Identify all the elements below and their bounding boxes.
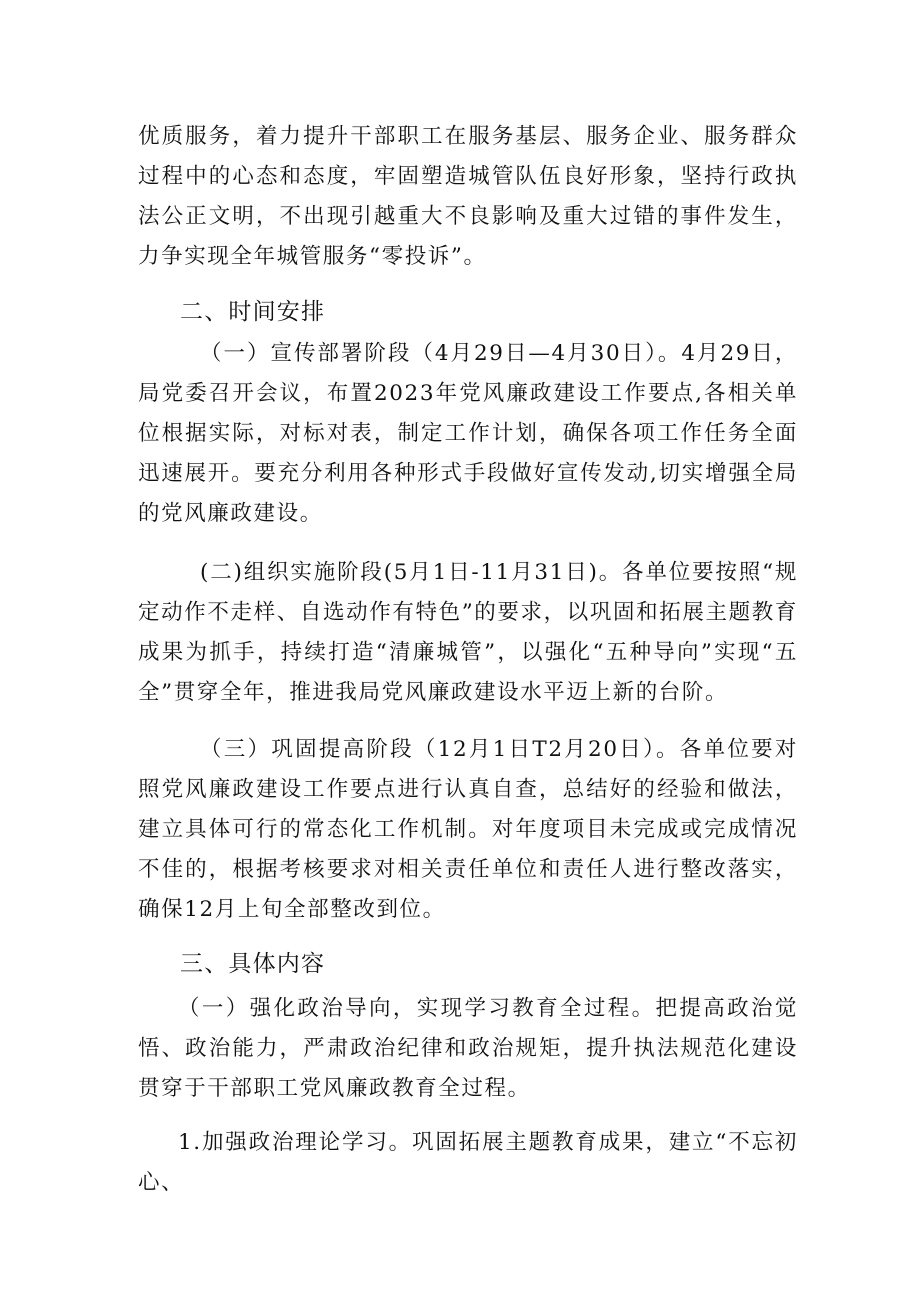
paragraph-political-study: 1.加强政治理论学习。巩固拓展主题教育成果，建立“不忘初心、	[138, 1130, 798, 1195]
section-heading-schedule: 二、时间安排	[180, 299, 326, 325]
paragraph-political-orientation: （一）强化政治导向，实现学习教育全过程。把提高政治觉悟、政治能力，严肃政治纪律和政治规矩，提升执法规范化建设贯穿于干部职工党风廉政教育全过程。	[138, 996, 798, 1101]
paragraph-implementation-stage: (二)组织实施阶段(5月1日-11月31日)。各单位要按照“规定动作不走样、自选动作有特色”的要求，以巩固和拓展主题教育成果为抓手，持续打造“清廉城管”，以强化“五种导向”实现“五全”贯穿全年，推进我局党风廉政建设水平迈上新的台阶。	[138, 560, 798, 705]
paragraph-consolidation-stage: （三）巩固提高阶段（12月1日T2月20日）。各单位要对照党风廉政建设工作要点进行认真自查，总结好的经验和做法，建立具体可行的常态化工作机制。对年度项目未完成或完成情况不佳的，根据考核要求对相关责任单位和责任人进行整改落实，确保12月上旬全部整改到位。	[138, 737, 798, 922]
paragraph-service-intro: 优质服务，着力提升干部职工在服务基层、服务企业、服务群众过程中的心态和态度，牢固塑造城管队伍良好形象，坚持行政执法公正文明，不出现引越重大不良影响及重大过错的事件发生，力争实现全年城管服务“零投诉”。	[138, 124, 798, 269]
section-heading-content: 三、具体内容	[180, 951, 326, 977]
paragraph-publicity-stage: （一）宣传部署阶段（4月29日—4月30日）。4月29日，局党委召开会议，布置2023年党风廉政建设工作要点,各相关单位根据实际，对标对表，制定工作计划，确保各项工作任务全面迅速展开。要充分利用各种形式手段做好宣传发动,切实增强全局的党风廉政建设。	[138, 341, 798, 526]
